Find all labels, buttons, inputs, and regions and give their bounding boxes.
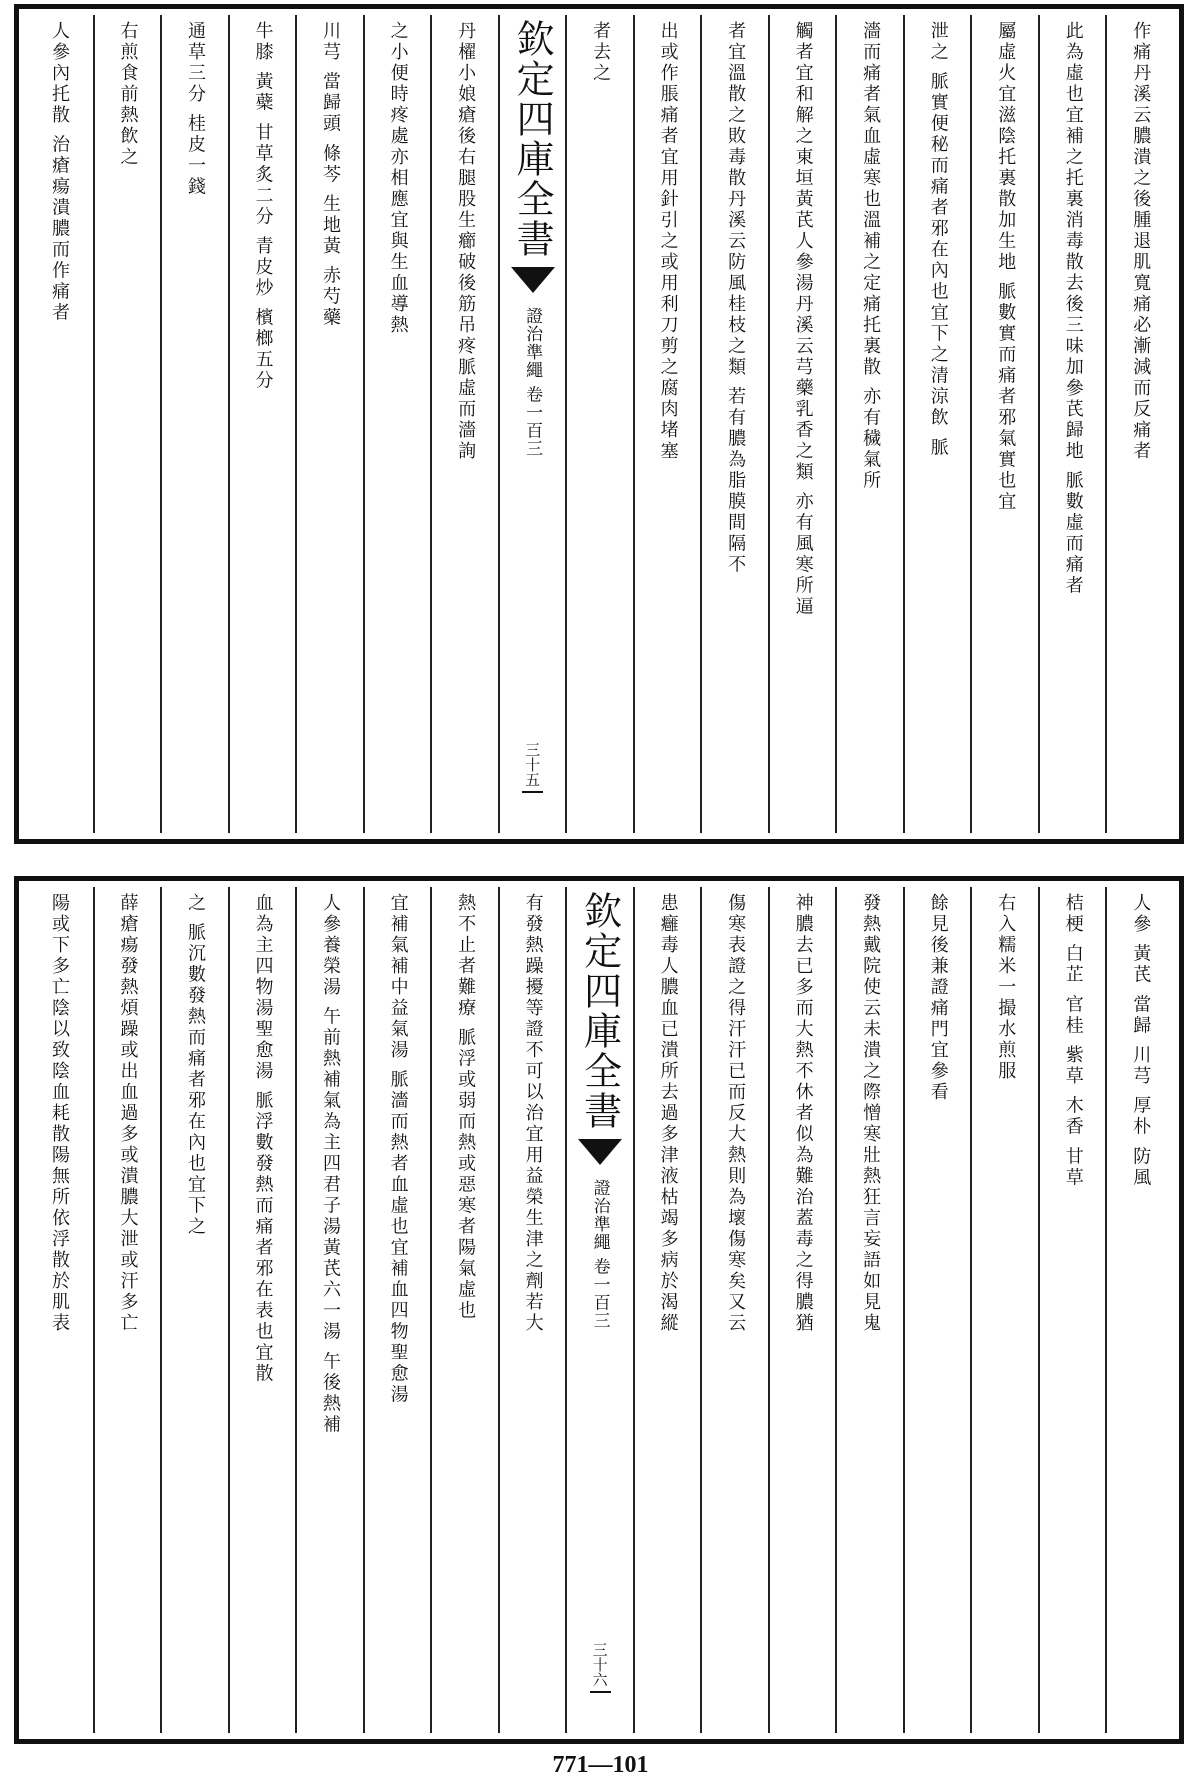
column-text: 有發熱躁擾等證不可以治宜用益榮生津之劑若大 [522, 893, 544, 1334]
column-text: 桔梗 白芷 官桂 紫草 木香 甘草 [1062, 893, 1084, 1189]
column-text: 傷寒表證之得汗汗已而反大熱則為壞傷寒矣又云 [725, 893, 747, 1334]
text-column [1105, 887, 1173, 1733]
fish-tail-icon [511, 267, 555, 293]
text-column [295, 15, 363, 833]
column-text: 出或作脹痛者宜用針引之或用利刀剪之腐肉堵塞 [657, 21, 679, 462]
text-column [363, 15, 431, 833]
column-text: 觸者宜和解之東垣黃芪人參湯丹溪云芎藥乳香之類 亦有風寒所逼 [792, 21, 814, 618]
text-column [768, 15, 836, 833]
text-column [1038, 15, 1106, 833]
text-column [970, 887, 1038, 1733]
text-column [160, 887, 228, 1733]
text-column [633, 15, 701, 833]
text-column [1105, 15, 1173, 833]
text-column [903, 887, 971, 1733]
column-text: 宜補氣補中益氣湯 脈濇而熱者血虛也宜補血四物聖愈湯 [387, 893, 409, 1406]
fold-meta: 證治準繩 卷一百三 [589, 1179, 610, 1330]
top-page-columns [25, 15, 1173, 833]
bottom-page [14, 876, 1184, 1744]
text-column [25, 887, 93, 1733]
text-column [228, 15, 296, 833]
fish-tail-icon [578, 1139, 622, 1165]
fold-meta: 證治準繩 卷一百三 [522, 307, 543, 458]
column-text: 川芎 當歸頭 條芩 生地黃 赤芍藥 [320, 21, 342, 329]
column-text: 人參養榮湯 午前熱補氣為主四君子湯黃芪六一湯 午後熱補 [320, 893, 342, 1436]
column-text: 熱不止者難療 脈浮或弱而熱或惡寒者陽氣虛也 [455, 893, 477, 1322]
column-text: 發熱戴院使云未潰之際憎寒壯熱狂言妄語如見鬼 [860, 893, 882, 1334]
column-text: 之小便時疼處亦相應宜與生血導熱 [387, 21, 409, 336]
text-column [768, 887, 836, 1733]
column-text: 薛瘡瘍發熱煩躁或出血過多或潰膿大泄或汗多亡 [117, 893, 139, 1334]
text-column [903, 15, 971, 833]
fold-header: 欽定四庫全書 [510, 19, 555, 259]
text-column [565, 15, 633, 833]
column-text: 陽或下多亡陰以致陰血耗散陽無所依浮散於肌表 [48, 893, 70, 1334]
column-text: 患癰毒人膿血已潰所去過多津液枯竭多病於渴縱 [657, 893, 679, 1334]
column-text: 者去之 [590, 21, 612, 84]
text-column [430, 15, 498, 833]
column-text: 右煎食前熱飲之 [117, 21, 139, 168]
column-text: 此為虛也宜補之托裏消毒散去後三味加參芪歸地 脈數虛而痛者 [1062, 21, 1084, 597]
text-column [93, 887, 161, 1733]
column-text: 者宜溫散之敗毒散丹溪云防風桂枝之類 若有膿為脂膜間隔不 [725, 21, 747, 576]
column-text: 神膿去已多而大熱不休者似為難治蓋毒之得膿猶 [792, 893, 814, 1334]
column-text: 之 脈沉數發熱而痛者邪在內也宜下之 [185, 893, 207, 1238]
top-page [14, 4, 1184, 844]
page-number: 771—101 [552, 1752, 649, 1778]
text-column [430, 887, 498, 1733]
column-text: 濇而痛者氣血虛寒也溫補之定痛托裏散 亦有穢氣所 [860, 21, 882, 492]
fold-page: 三十五 [522, 742, 543, 793]
column-text: 丹櫂小娘瘡後右腿股生癤破後筋吊疼脈虛而濇詢 [455, 21, 477, 462]
text-column [835, 887, 903, 1733]
text-column [498, 887, 566, 1733]
column-text: 泄之 脈實便秘而痛者邪在內也宜下之清涼飲 脈 [927, 21, 949, 459]
text-column [160, 15, 228, 833]
fold-page: 三十六 [590, 1642, 611, 1693]
text-column [25, 15, 93, 833]
text-column [970, 15, 1038, 833]
fold-header: 欽定四庫全書 [577, 891, 622, 1131]
text-column [93, 15, 161, 833]
text-column [700, 15, 768, 833]
column-text: 作痛丹溪云膿潰之後腫退肌寬痛必漸減而反痛者 [1130, 21, 1152, 462]
text-column [1038, 887, 1106, 1733]
fold-column [498, 15, 566, 833]
column-text: 血為主四物湯聖愈湯 脈浮數發熱而痛者邪在表也宜散 [252, 893, 274, 1385]
text-column [363, 887, 431, 1733]
column-text: 人參 黃芪 當歸 川芎 厚朴 防風 [1130, 893, 1152, 1189]
column-text: 餘見後兼證痛門宜參看 [927, 893, 949, 1103]
column-text: 人參內托散 治瘡瘍潰膿而作痛者 [48, 21, 70, 324]
column-text: 屬虛火宜滋陰托裏散加生地 脈數實而痛者邪氣實也宜 [995, 21, 1017, 513]
text-column [633, 887, 701, 1733]
text-column [295, 887, 363, 1733]
fold-column [565, 887, 633, 1733]
bottom-page-columns [25, 887, 1173, 1733]
column-text: 牛膝 黃蘗 甘草炙二分 青皮炒 檳榔五分 [252, 21, 274, 392]
column-text: 右入糯米一撮水煎服 [995, 893, 1017, 1082]
column-text: 通草三分 桂皮一錢 [185, 21, 207, 198]
text-column [700, 887, 768, 1733]
text-column [228, 887, 296, 1733]
text-column [835, 15, 903, 833]
